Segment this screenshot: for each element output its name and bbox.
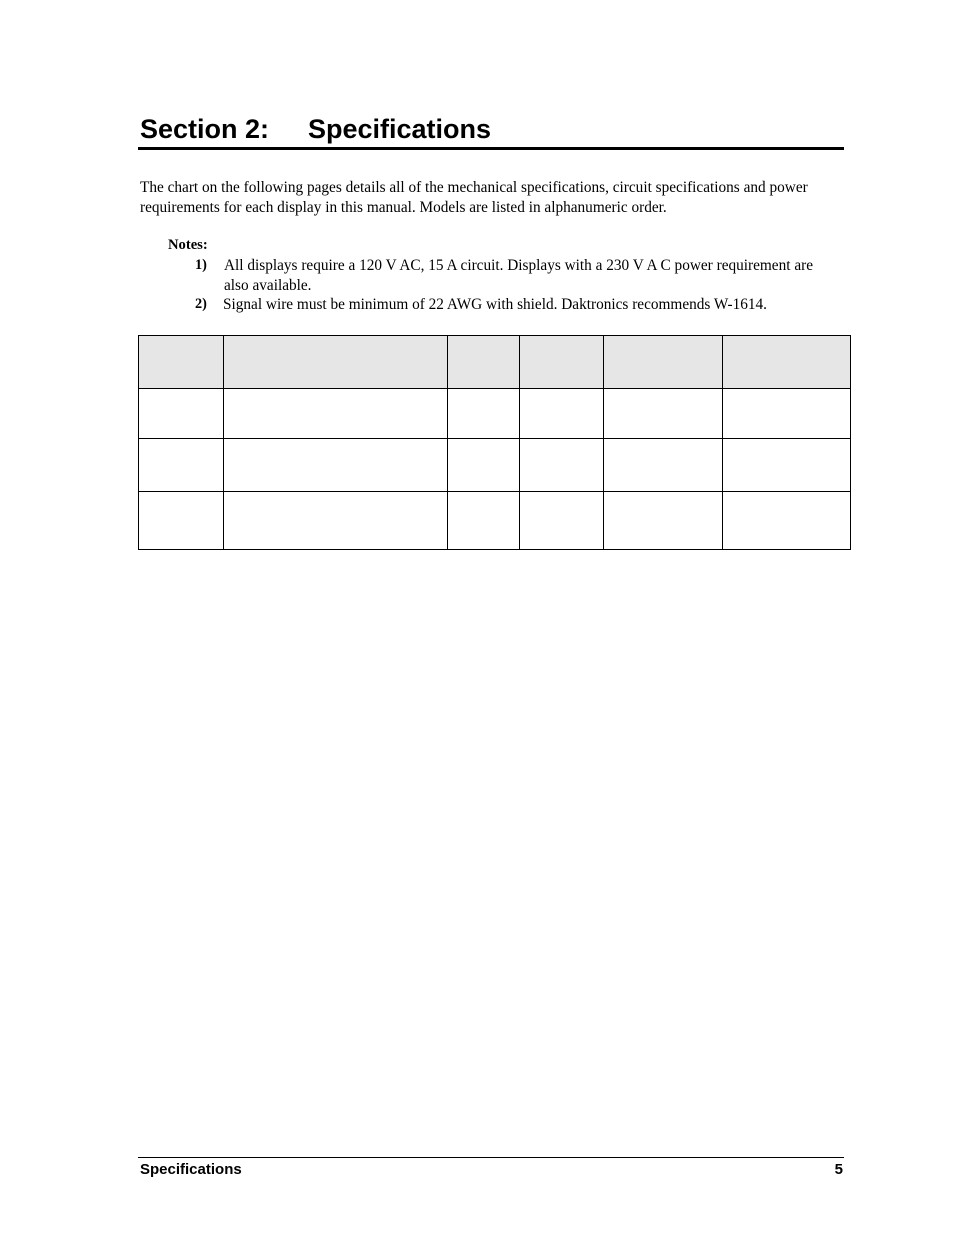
table-header-cell [604,336,723,389]
note-text: Signal wire must be minimum of 22 AWG with shield. Daktronics recommends W-1614. [223,296,768,313]
table-header-cell [448,336,520,389]
intro-paragraph: The chart on the following pages details all of the mechanical specifications, circuit specifications and power requirements for each display in this manual. Models are listed in alphanumeric order. [140,179,808,216]
table-cell [224,439,448,492]
table-header-row [139,336,851,389]
table-cell [448,439,520,492]
footer-rule [138,1157,844,1158]
table-cell [448,492,520,550]
table-cell [723,492,851,550]
table-cell [723,389,851,439]
page-number: 5 [834,1161,843,1178]
title-rule [138,147,844,150]
table-cell [448,389,520,439]
table-cell [224,389,448,439]
section-title [140,112,844,146]
table-cell [139,389,224,439]
table-header-cell [723,336,851,389]
spec-table [138,335,851,550]
table-row [139,492,851,550]
note-number: 1) [195,257,207,273]
table-header-cell [520,336,604,389]
note-item [195,256,835,295]
notes-label: Notes: [168,237,208,253]
note-item [195,295,835,315]
table-cell [723,439,851,492]
table-cell [139,492,224,550]
table-cell [520,439,604,492]
note-text: All displays require a 120 V AC, 15 A circuit. Displays with a 230 V A C power requirement are also available. [224,257,813,294]
table-header-cell [139,336,224,389]
table-header-cell [224,336,448,389]
note-number: 2) [195,296,207,312]
table-cell [604,389,723,439]
table-cell [520,492,604,550]
table-row [139,439,851,492]
table-cell [139,439,224,492]
footer-section-name: Specifications [140,1161,242,1178]
section-name: Specifications [308,114,492,144]
table-cell [604,439,723,492]
section-number: Section 2: [140,114,270,144]
table-cell [224,492,448,550]
table-cell [604,492,723,550]
table-cell [520,389,604,439]
table-row [139,389,851,439]
